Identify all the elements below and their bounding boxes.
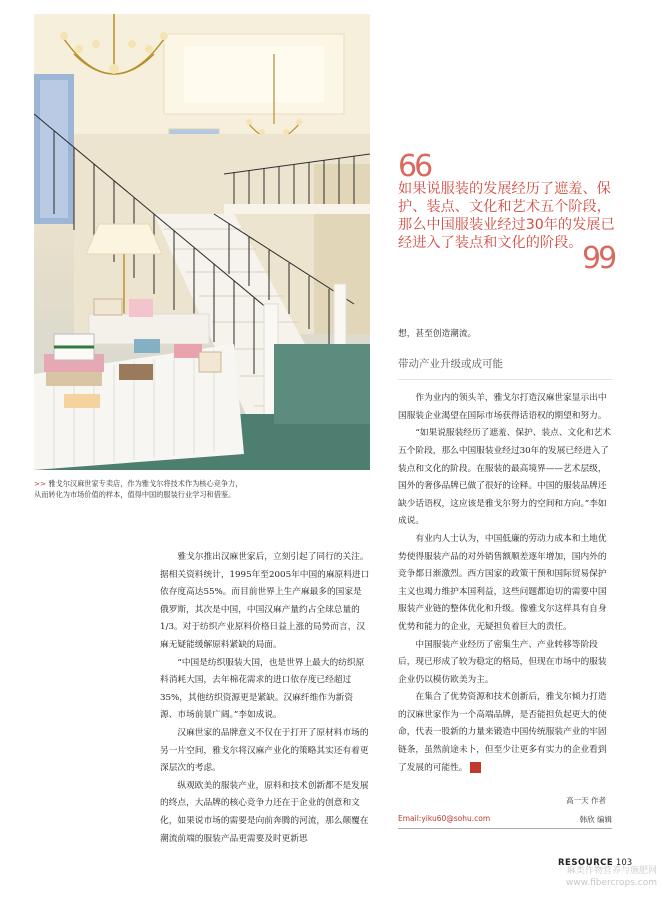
credits (398, 795, 612, 829)
caption-marker: >> (34, 479, 47, 488)
caption-line-1: 雅戈尔汉麻世家专卖店，作为雅戈尔将技术作为核心竞争力， (48, 479, 243, 488)
pull-quote-close-mark: 99 (582, 241, 615, 276)
right-paragraph: “如果说服装经历了遮羞、保护、装点、文化和艺术五个阶段，那么中国服装业经过30年的发展已经进入了装点和文化的阶段。在服装的最高境界——艺术层级，国外的奢侈品牌已做了很好的诠释。中国的服装品牌还缺少话语权，这应该是雅戈尔努力的空间和方向。”李如成说。 (398, 428, 611, 527)
showroom-photo (34, 14, 370, 470)
watermark (566, 865, 657, 889)
left-paragraph: 雅戈尔推出汉麻世家后，立刻引起了同行的关注。据相关资料统计，1995年至2005年中国的麻原料进口依存度高达55%。而目前世界上生产麻最多的国家是俄罗斯，其次是中国，中国汉麻产量约占全球总量的1/3。对于纺织产业原料价格日益上涨的局势而言，汉麻无疑能缓解原料紧缺的局面。 (160, 552, 370, 650)
left-paragraph: 汉麻世家的品牌意义不仅在于打开了原材料市场的另一片空间，雅戈尔将汉麻产业化的策略其实还有着更深层次的考虑。 (160, 727, 369, 774)
editor-credit: 韩欣 编辑 (579, 815, 612, 824)
right-paragraph-text: 在集合了优势资源和技术创新后，雅戈尔倾力打造的汉麻世家作为一个高端品牌，是否能担负起更大的使命，代表一股新的力量来锻造中国传统服装产业的牢固链条，虽然前途未卜，但至少让更多有实力的企业看到了发展的可能性。 (398, 692, 607, 773)
author-email[interactable]: Email:yiku60@sohu.com (398, 814, 491, 823)
pull-quote-open-mark: 66 (398, 149, 431, 184)
right-paragraph-last (398, 689, 612, 777)
right-paragraph: 作为业内的领头羊，雅戈尔打造汉麻世家显示出中国服装企业渴望在国际市场获得话语权的期望和努力。 (398, 393, 607, 421)
right-paragraph: 中国服装产业经历了密集生产、产业转移等阶段后，现已形成了较为稳定的格局，但现在市场中的服装企业仍以模仿欧美为主。 (398, 639, 607, 685)
caption-line-2: 从而转化为市场价值的样本，值得中国的服装行业学习和借鉴。 (34, 490, 236, 499)
page-number: 103 (615, 858, 633, 868)
left-paragraph: 纵观欧美的服装产业，原料和技术创新都不是发展的终点，大品牌的核心竞争力还在于企业的创意和文化，如果说市场的需要是向前奔腾的河流，那么颠覆在潮流前端的服装产品更需要及时更新思 (160, 780, 369, 844)
left-column (160, 549, 370, 848)
watermark-url: www.fibercrops.com (566, 878, 657, 888)
section-subheading: 带动产业升级或成可能 (398, 356, 612, 381)
watermark-title: 麻类作物营养与施肥网 (566, 866, 657, 876)
credits-row (398, 814, 612, 829)
author-credit: 高一天 作者 (566, 796, 606, 805)
photo-caption (34, 478, 374, 500)
right-paragraph: 有业内人士认为，中国低廉的劳动力成本和土地优势使得服装产品的对外销售额顺差逐年增加，国内外的竞争都日渐激烈。西方国家的政策干预和国际贸易保护主义也竭力维护本国利益，这些问题都迫切的需要中国服装产业链的整体优化和升级。像雅戈尔这样具有自身优势和能力的企业，无疑担负着巨大的责任。 (398, 533, 607, 632)
article-end-mark: b (470, 762, 481, 773)
right-column-lead: 想，甚至创造潮流。 (398, 329, 477, 339)
right-column (398, 326, 612, 777)
left-paragraph: “中国是纺织服装大国，也是世界上最大的纺织原料消耗大国，去年棉花需求的进口依存度已经超过35%，其他纺织资源更是紧缺。汉麻纤维作为新资源、市场前景广阔。”李如成说。 (160, 657, 365, 721)
pull-quote: 如果说服装的发展经历了遮羞、保护、装点、文化和艺术五个阶段，那么中国服装业经过30年的发展已经进入了装点和文化的阶段。 (398, 181, 615, 251)
showroom-illustration (34, 14, 370, 470)
section-name: RESOURCE (558, 858, 614, 868)
